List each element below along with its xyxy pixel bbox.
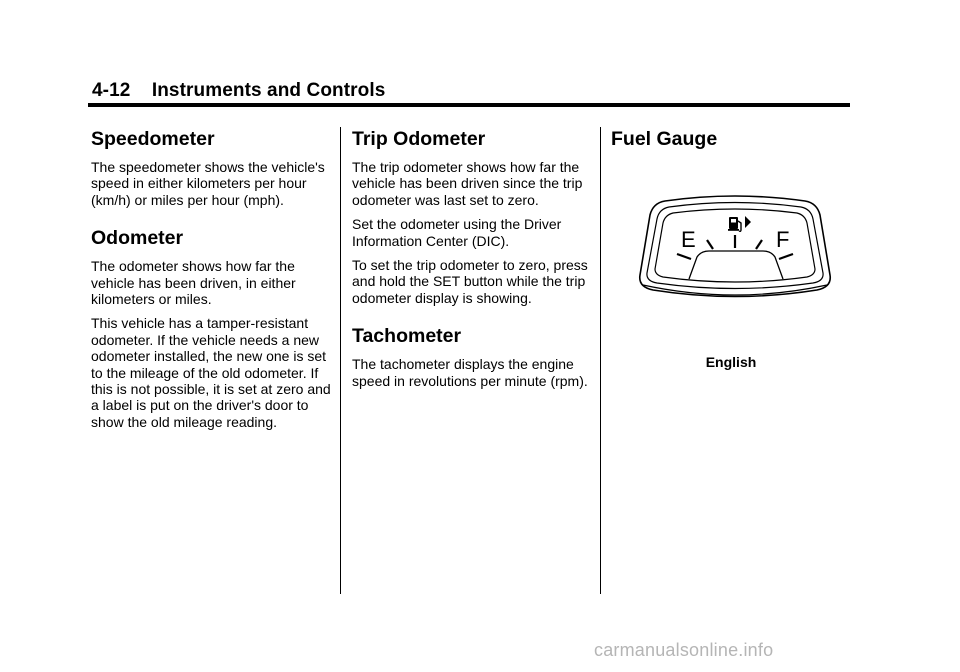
odometer-paragraph-2: This vehicle has a tamper-resistant odometer. If the vehicle needs a new odometer installed, the new one is set to the mileage of the old odometer. If this is not possible, it is set at zero and a label is put on the driver's door to show the old mileage reading.	[91, 315, 331, 430]
speedometer-paragraph: The speedometer shows the vehicle's speed in either kilometers per hour (km/h) or miles per hour (mph).	[91, 159, 325, 208]
odometer-paragraph-1: The odometer shows how far the vehicle has been driven, in either kilometers or miles.	[91, 258, 296, 308]
trip-odometer-paragraph-1: The trip odometer shows how far the vehicle has been driven since the trip odometer was last set to zero.	[352, 159, 583, 208]
tachometer-paragraph: The tachometer displays the engine speed in revolutions per minute (rpm).	[352, 356, 588, 389]
fuel-gauge-illustration	[637, 193, 833, 301]
column-divider-1	[340, 127, 341, 594]
speedometer-heading: Speedometer	[91, 128, 215, 150]
fuel-gauge-heading: Fuel Gauge	[611, 128, 718, 150]
trip-odometer-heading: Trip Odometer	[352, 128, 486, 150]
column-divider-2	[600, 127, 601, 594]
column-1	[91, 127, 331, 438]
gauge-label-full: F	[776, 227, 790, 252]
watermark: carmanualsonline.info	[594, 640, 774, 660]
column-2	[352, 127, 592, 397]
trip-odometer-paragraph-3: To set the trip odometer to zero, press and hold the SET button while the trip odometer display is showing.	[352, 257, 588, 306]
header-rule	[88, 103, 850, 107]
trip-odometer-paragraph-2: Set the odometer using the Driver Information Center (DIC).	[352, 216, 562, 249]
page-header	[92, 80, 385, 102]
figure-caption: English	[705, 354, 757, 370]
gauge-label-empty: E	[681, 227, 696, 252]
page-number: 4-12	[92, 80, 131, 101]
column-3	[611, 127, 851, 159]
tachometer-heading: Tachometer	[352, 325, 462, 348]
section-title: Instruments and Controls	[151, 80, 386, 101]
odometer-heading: Odometer	[91, 227, 184, 250]
